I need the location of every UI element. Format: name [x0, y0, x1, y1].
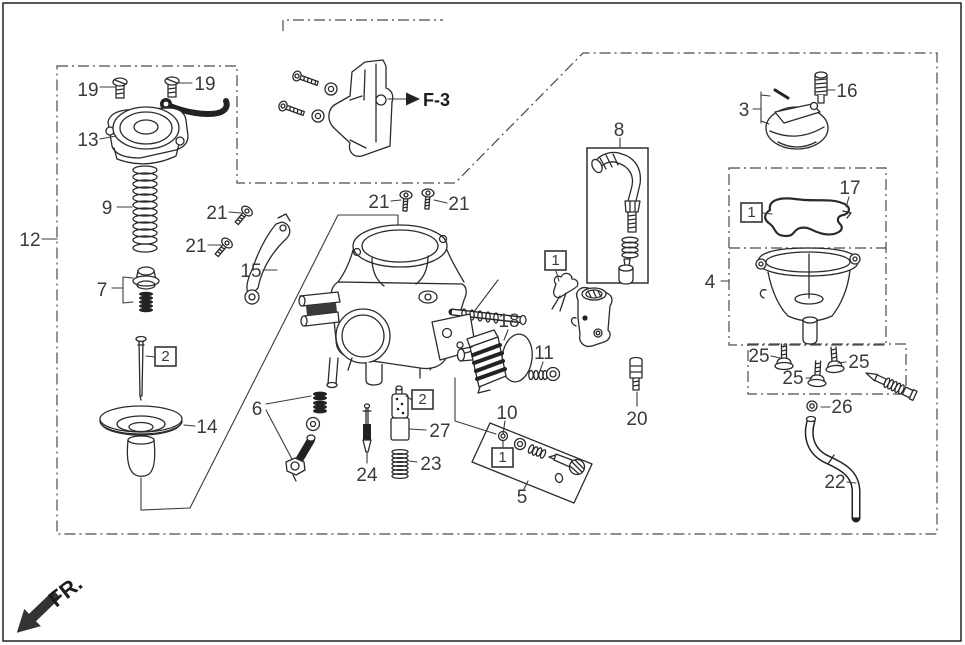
leader-lines [141, 215, 498, 510]
part-22-hose [807, 417, 861, 519]
part-23-spring [392, 450, 408, 479]
part-inlet-valve-body [572, 288, 613, 347]
part-11-screw-spring [529, 368, 560, 381]
callout-7: 7 [96, 280, 108, 301]
callout-10: 10 [496, 403, 518, 424]
callout-11: 11 [534, 343, 554, 364]
callout-21-c: 21 [368, 192, 390, 213]
part-float-bowl [756, 248, 860, 344]
callout-26: 26 [831, 397, 853, 418]
f3-reference [388, 90, 450, 110]
callout-25-a: 25 [748, 346, 770, 367]
boxed-callout-2-nozzle: 2 [418, 391, 427, 408]
callout-13: 13 [77, 130, 99, 151]
part-16-valve [815, 72, 827, 103]
part-27-emulsion-tube [391, 386, 409, 440]
callout-21-a: 21 [206, 203, 228, 224]
callout-3: 3 [738, 100, 750, 121]
callout-24: 24 [356, 465, 378, 486]
callout-20: 20 [626, 409, 648, 430]
fr-label: FR. [43, 570, 88, 612]
callout-6: 6 [251, 399, 263, 420]
part-7-nut-spring [133, 267, 159, 312]
callout-15: 15 [240, 261, 262, 282]
part-8-tube-assembly [590, 152, 641, 284]
callout-16: 16 [836, 81, 858, 102]
part-18-pump-cover [458, 330, 536, 393]
callout-23: 23 [420, 454, 442, 475]
callout-21-d: 21 [448, 194, 470, 215]
boxed-callout-1-kit: 1 [498, 449, 507, 466]
part-15-lever [245, 214, 290, 304]
part-1-clip [552, 273, 578, 311]
part-f3-bracket-group [278, 60, 393, 156]
callout-22: 22 [824, 472, 846, 493]
callout-4: 4 [704, 272, 716, 293]
callout-19-a: 19 [77, 80, 99, 101]
part-6-adjuster-set [286, 392, 327, 481]
callout-25-c: 25 [782, 368, 804, 389]
callout-12: 12 [19, 230, 41, 251]
boxed-callout-1-gasket: 1 [747, 204, 756, 221]
part-2-jet-needle [136, 337, 146, 401]
callout-5: 5 [516, 487, 528, 508]
callout-18: 18 [498, 311, 520, 332]
part-19-screws [113, 77, 179, 98]
part-24-needle-jet [363, 404, 371, 452]
boxed-callout-1-clip: 1 [551, 252, 560, 269]
callout-14: 14 [196, 417, 218, 438]
part-20-bolt [630, 358, 642, 391]
callout-27: 27 [429, 421, 451, 442]
front-direction-indicator [17, 570, 87, 632]
callout-19-b: 19 [194, 74, 216, 95]
callout-8: 8 [613, 120, 625, 141]
boxed-callout-2-needle: 2 [161, 348, 170, 365]
boundary-segment-top [283, 20, 443, 31]
callout-9: 9 [101, 198, 113, 219]
part-14-diaphragm [100, 406, 182, 476]
f3-arrowhead-icon [406, 93, 420, 106]
callout-17: 17 [839, 178, 861, 199]
part-9-spring [133, 166, 157, 252]
part-13-top-cover [106, 107, 188, 164]
part-17-gasket [765, 198, 851, 236]
callout-21-b: 21 [185, 236, 207, 257]
f3-label: F-3 [423, 90, 450, 110]
part-5-screw-set [515, 439, 585, 484]
callout-25-b: 25 [848, 352, 870, 373]
part-26-ring [807, 401, 817, 411]
